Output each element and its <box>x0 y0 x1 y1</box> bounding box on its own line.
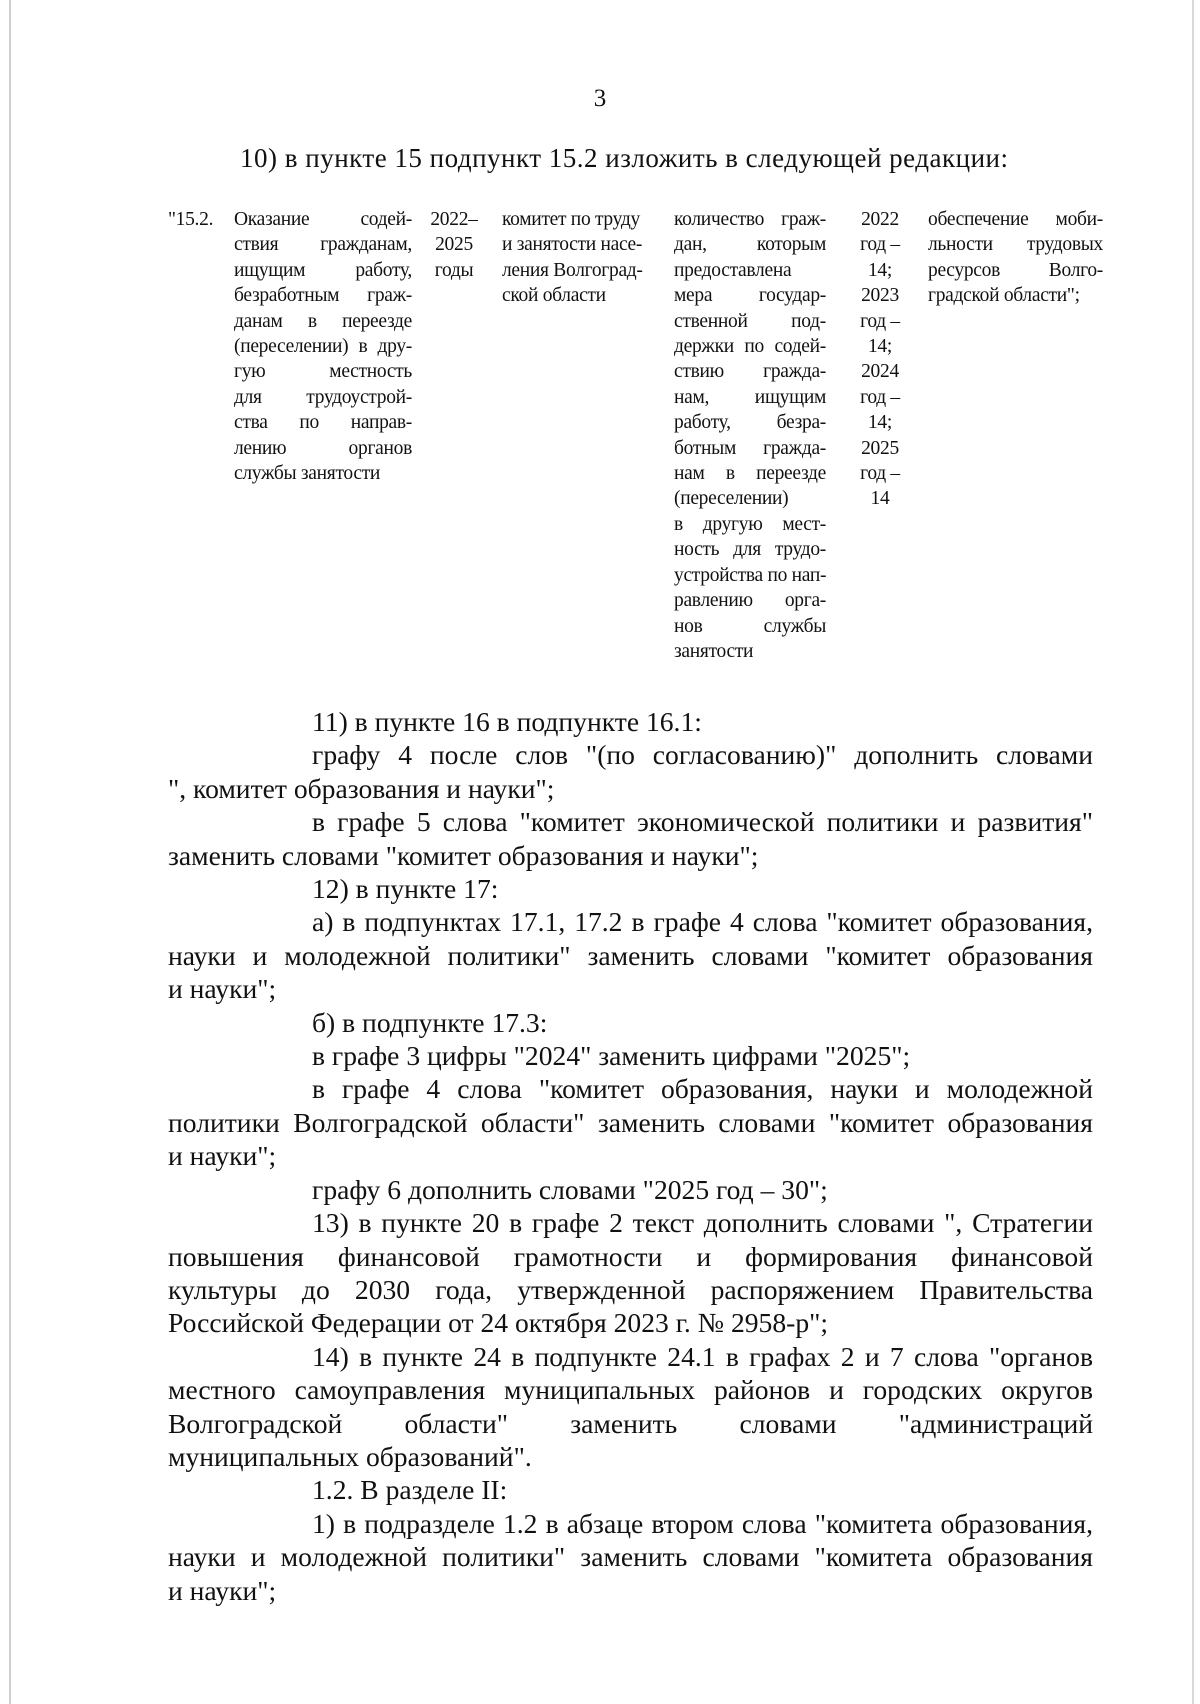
table-col-6-line: 14; <box>867 336 893 358</box>
table-cell-indicator <box>674 207 826 664</box>
table-col-6-line: 14; <box>867 259 893 281</box>
paragraph <box>168 805 1093 872</box>
table-col-3-line: 2025 <box>435 234 473 256</box>
table-cell-executor <box>502 207 662 309</box>
paragraph-line: заменить словами "комитет образования и науки"; <box>168 839 759 871</box>
table-col-5-line: в другую мест- <box>674 513 826 535</box>
table-col-6-line: 2025 <box>861 437 899 459</box>
table-cell-period <box>426 207 482 283</box>
paragraph-line: повышения финансовой грамотности и формирования финансовой <box>168 1240 1093 1272</box>
paragraph-line: и науки"; <box>168 1574 277 1606</box>
paragraph <box>168 1340 1093 1474</box>
scan-edge-right <box>1192 0 1194 1704</box>
paragraph-line: местного самоуправления муниципальных районов и городских округов <box>168 1374 1093 1406</box>
paragraph <box>168 1039 1093 1072</box>
table-col-2-line: гую местность <box>234 361 412 383</box>
table-col-5-line: устройства по нап- <box>674 564 827 586</box>
paragraph-line: ", комитет образования и науки"; <box>168 772 555 804</box>
table-col-2-line: лению органов <box>234 437 412 459</box>
table-cell-values <box>848 207 912 512</box>
paragraph-line: политики Волгоградской области" заменить словами "комитет образования <box>168 1106 1093 1138</box>
table-col-4-line: ления Волгоград- <box>502 259 643 281</box>
table-cell-activity <box>234 207 412 486</box>
paragraph-line: в графе 4 слова "комитет образования, науки и молодежной <box>312 1073 1093 1105</box>
paragraph-line: муниципальных образований". <box>168 1440 532 1472</box>
table-col-7-line: градской области"; <box>928 285 1080 307</box>
table-col-6-line: 2024 <box>861 361 899 383</box>
table-col-2-line: ствия гражданам, <box>234 234 412 256</box>
paragraph <box>168 1173 1093 1206</box>
table-col-6-line: 14 <box>870 488 890 510</box>
table-col-5-line: равлению орга- <box>674 590 826 612</box>
paragraph <box>168 872 1093 905</box>
table-col-5-line: предоставлена <box>674 259 792 281</box>
table-col-6-line: год – <box>860 310 900 332</box>
table-col-6-line: год – <box>860 463 900 485</box>
paragraph-line: 11) в пункте 16 в подпункте 16.1: <box>312 706 702 737</box>
table-col-5-line: нам, ищущим <box>674 386 826 408</box>
table-col-5-line: ность для трудо- <box>674 539 826 561</box>
paragraph-line: 13) в пункте 20 в графе 2 текст дополнить словами ", Стратегии <box>312 1207 1093 1239</box>
table-col-5-line: мера государ- <box>674 285 826 307</box>
section-heading: 10) в пункте 15 подпункт 15.2 изложить в следующей редакции: <box>240 143 1009 173</box>
paragraph <box>168 705 1093 738</box>
paragraph <box>168 1072 1093 1172</box>
paragraph <box>168 905 1093 1005</box>
paragraph-line: Волгоградской области" заменить словами "администраций <box>168 1407 1093 1439</box>
paragraph <box>168 1006 1093 1039</box>
table-col-7-line: обеспечение моби- <box>928 209 1103 230</box>
table-col-5-line: ственной под- <box>674 310 826 332</box>
table-col-6-line: год – <box>860 234 900 256</box>
table-col-5-line: (переселении) <box>674 488 789 510</box>
paragraph <box>168 738 1093 805</box>
table-col-5-line: количество граж- <box>674 209 826 230</box>
table-col-3-line: 2022– <box>430 209 478 230</box>
table-col-7-line: ресурсов Волго- <box>928 259 1103 281</box>
paragraph-line: науки и молодежной политики" заменить словами "комитет образования <box>168 939 1093 971</box>
table-col-2-line: ищущим работу, <box>234 259 412 281</box>
table-col-2-line: службы занятости <box>234 463 381 485</box>
paragraph-line: 14) в пункте 24 в подпункте 24.1 в графах 2 и 7 слова "органов <box>312 1340 1093 1372</box>
table-col-5-line: дан, которым <box>674 234 826 256</box>
table-col-6-line: 2022 <box>861 209 899 230</box>
paragraph-line: 12) в пункте 17: <box>312 873 499 905</box>
table-col-5-line: нов службы <box>674 615 826 637</box>
table-col-2-line: безработным граж- <box>234 285 412 307</box>
paragraph <box>168 1206 1093 1340</box>
paragraph-line: 1.2. В разделе II: <box>312 1474 508 1506</box>
amendment-text <box>168 705 1093 1607</box>
table-col-5-line: занятости <box>674 640 754 662</box>
paragraph-line: а) в подпунктах 17.1, 17.2 в графе 4 слова "комитет образования, <box>312 906 1093 938</box>
paragraph-line: и науки"; <box>168 1140 277 1172</box>
table-cell-item-number: "15.2. <box>168 209 214 230</box>
table-col-7-line: льности трудовых <box>928 234 1103 256</box>
scan-edge-left <box>9 0 11 1704</box>
table-col-6-line: 14; <box>867 412 893 434</box>
table-col-3-line: годы <box>434 259 474 281</box>
table-col-5-line: нам в переезде <box>674 463 826 485</box>
paragraph-line: и науки"; <box>168 973 277 1005</box>
paragraph-line: графу 4 после слов "(по согласованию)" дополнить словами <box>312 739 1093 771</box>
paragraph-line: культуры до 2030 года, утвержденной распоряжением Правительства <box>168 1273 1093 1305</box>
table-col-2-line: (переселении) в дру- <box>234 336 412 358</box>
paragraph-line: науки и молодежной политики" заменить словами "комитета образования <box>168 1541 1093 1573</box>
table-cell-result <box>928 207 1103 309</box>
table-col-4-line: комитет по труду <box>502 209 640 230</box>
paragraph-line: графу 6 дополнить словами "2025 год – 30"; <box>312 1173 828 1205</box>
table-col-5-line: работу, безра- <box>674 412 826 434</box>
table-col-2-line: Оказание содей- <box>234 209 412 230</box>
paragraph-line: в графе 5 слова "комитет экономической политики и развития" <box>312 806 1093 838</box>
page-number: 3 <box>593 85 607 112</box>
paragraph <box>168 1473 1093 1506</box>
table-col-5-line: ботным гражда- <box>674 437 826 459</box>
paragraph <box>168 1507 1093 1607</box>
table-col-6-line: год – <box>860 386 900 408</box>
paragraph-line: б) в подпункте 17.3: <box>312 1006 548 1038</box>
table-col-6-line: 2023 <box>861 285 899 307</box>
table-col-5-line: ствию гражда- <box>674 361 826 383</box>
table-col-2-line: данам в переезде <box>234 310 412 332</box>
table-col-4-line: и занятости насе- <box>502 234 643 256</box>
paragraph-line: в графе 3 цифры "2024" заменить цифрами "2025"; <box>312 1040 911 1072</box>
paragraph-line: 1) в подразделе 1.2 в абзаце втором слова "комитета образования, <box>312 1507 1093 1539</box>
table-col-5-line: держки по содей- <box>674 336 826 358</box>
paragraph-line: Российской Федерации от 24 октября 2023 г. № 2958-р"; <box>168 1307 829 1339</box>
table-col-2-line: для трудоустрой- <box>234 386 412 408</box>
table-col-4-line: ской области <box>502 285 606 307</box>
table-col-2-line: ства по направ- <box>234 412 412 434</box>
